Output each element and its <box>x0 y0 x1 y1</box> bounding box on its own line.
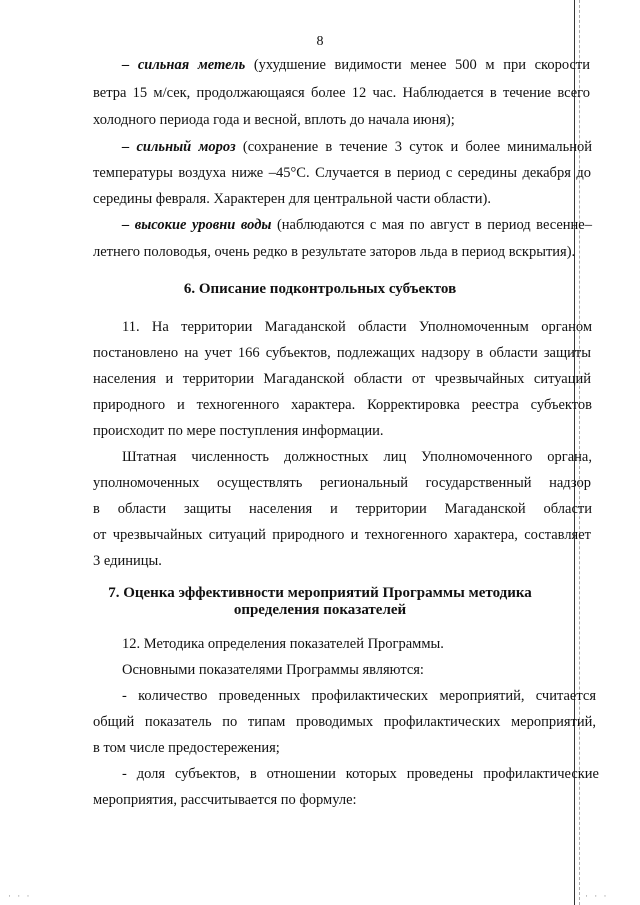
s6-p2-line2: уполномоченных осуществлять региональный государственный надзор <box>93 475 591 491</box>
s7-p2: Основными показателями Программы являются: <box>122 662 424 678</box>
hazard-term: – высокие уровни воды <box>122 217 272 233</box>
s6-p1-line2: постановлено на учет 166 субъектов, подлежащих надзору в области защиты <box>93 345 591 361</box>
s6-p1-line5: происходит по мере поступления информации. <box>93 423 384 439</box>
s6-p2-line1: Штатная численность должностных лиц Уполномоченного органа, <box>122 449 592 465</box>
scan-speckle-right: · · · <box>585 891 609 901</box>
hazard-frost-line2: температуры воздуха ниже –45°С. Случается в период с середины декабря до <box>93 165 591 181</box>
hazard-frost-line3: середины февраля. Характерен для центральной части области). <box>93 191 491 207</box>
s7-item1-line1: - количество проведенных профилактических мероприятий, считается <box>122 688 596 704</box>
s6-p2-line3: в области защиты населения и территории Магаданской области <box>93 501 592 517</box>
s6-p1-line4: природного и техногенного характера. Корректировка реестра субъектов <box>93 397 592 413</box>
s6-p1-line1: 11. На территории Магаданской области Уполномоченным органом <box>122 319 592 335</box>
hazard-term: – сильный мороз <box>122 139 236 155</box>
hazard-water-line2: летнего половодья, очень редко в результате заторов льда в период вскрытия). <box>93 244 576 260</box>
section-6-heading: 6. Описание подконтрольных субъектов <box>183 281 457 297</box>
hazard-blizzard-line1 <box>122 56 590 74</box>
s7-item2-line1: - доля субъектов, в отношении которых проведены профилактические <box>122 766 599 782</box>
hazard-text: (ухудшение видимости менее 500 м при скорости <box>245 57 590 73</box>
s7-item1-line3: в том числе предостережения; <box>93 740 280 756</box>
section-7-heading-line1: 7. Оценка эффективности мероприятий Программы методика <box>108 585 532 601</box>
hazard-text: (наблюдаются с мая по август в период весенне– <box>271 217 592 233</box>
s6-p2-line4: от чрезвычайных ситуаций природного и техногенного характера, составляет <box>93 527 591 543</box>
s7-item2-line2: мероприятия, рассчитывается по формуле: <box>93 792 357 808</box>
s7-p1: 12. Методика определения показателей Программы. <box>122 636 444 652</box>
hazard-frost-line1 <box>122 138 592 156</box>
section-7-heading-line2: определения показателей <box>233 602 407 618</box>
hazard-text: (сохранение в течение 3 суток и более минимальной <box>235 139 592 155</box>
hazard-term: – сильная метель <box>122 57 246 73</box>
hazard-blizzard-line3: холодного периода года и весной, вплоть до начала июня); <box>93 112 455 128</box>
page-number: 8 <box>316 34 324 49</box>
scan-speckle-left: · · · <box>8 891 32 901</box>
s7-item1-line2: общий показатель по типам проводимых профилактических мероприятий, <box>93 714 596 730</box>
s6-p1-line3: населения и территории Магаданской области от чрезвычайных ситуаций <box>93 371 591 387</box>
hazard-water-line1 <box>122 216 592 234</box>
hazard-blizzard-line2: ветра 15 м/сек, продолжающаяся более 12 час. Наблюдается в течение всего <box>93 85 590 101</box>
s6-p2-line5: 3 единицы. <box>93 553 162 569</box>
